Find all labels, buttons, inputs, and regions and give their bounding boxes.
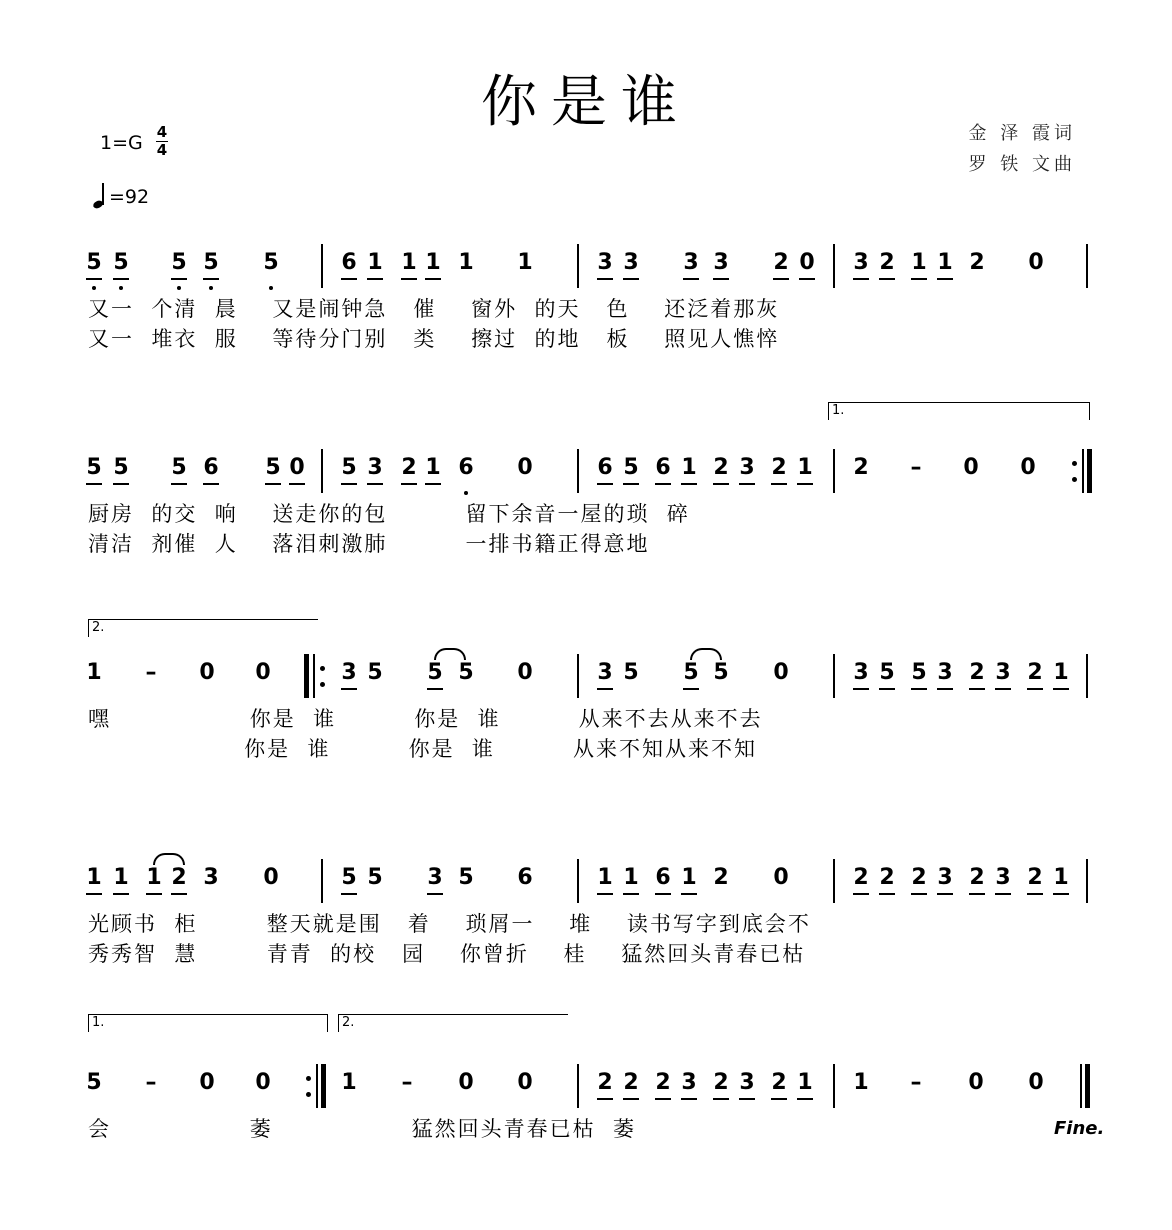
note: 0 (263, 865, 279, 890)
note: 3 (364, 455, 386, 481)
score-line-2 (0, 455, 1172, 615)
note: 1 (422, 250, 444, 276)
note: 1 (422, 455, 444, 481)
barline (321, 859, 323, 903)
note: 0 (199, 1070, 215, 1095)
note: 0 (458, 1070, 474, 1095)
lyrics-verse-2: 又一 堆衣 服 等待分门别 类 擦过 的地 板 照见人憔悴 (88, 327, 780, 351)
note: 5 (262, 455, 284, 481)
note: 0 (796, 250, 818, 276)
note: 1 (458, 250, 474, 275)
composer: 罗 铁 文曲 (968, 154, 1076, 175)
volta-label: 1. (832, 403, 845, 418)
barline (833, 654, 835, 698)
note: 2 (168, 865, 190, 891)
note: 3 (850, 660, 872, 686)
note: 1 (908, 250, 930, 276)
note: 5 (908, 660, 930, 686)
note: 1 (398, 250, 420, 276)
note: 2 (1024, 865, 1046, 891)
barline (1086, 859, 1088, 903)
note: 3 (594, 250, 616, 276)
volta-2-bracket (88, 619, 318, 637)
note: 5 (260, 250, 282, 276)
barline (321, 449, 323, 493)
note: 5 (458, 660, 474, 685)
quarter-note-icon (93, 180, 107, 208)
note: – (145, 660, 157, 685)
note: 3 (736, 1070, 758, 1096)
note: 2 (710, 455, 732, 481)
fine-marking: Fine. (1054, 1118, 1105, 1139)
lyrics-verse-2: 你是 谁 你是 谁 从来不知从来不知 (88, 737, 758, 761)
volta-1-bracket (828, 402, 1090, 420)
barline (833, 859, 835, 903)
note: 0 (963, 455, 979, 480)
note: 2 (652, 1070, 674, 1096)
note: 1 (678, 455, 700, 481)
barline (833, 244, 835, 288)
note: 5 (876, 660, 898, 686)
note: 5 (367, 660, 383, 685)
note: 5 (680, 660, 702, 686)
note: 0 (255, 1070, 271, 1095)
note: 6 (594, 455, 616, 481)
volta-label: 2. (342, 1015, 355, 1030)
time-signature-top: 4 (156, 123, 168, 141)
volta-2-bracket (338, 1014, 568, 1032)
repeat-end-barline (306, 1064, 330, 1108)
note: 3 (850, 250, 872, 276)
note: 0 (255, 660, 271, 685)
note: 2 (770, 250, 792, 276)
note: 1 (678, 865, 700, 891)
tempo-marking (93, 180, 149, 208)
note: 5 (200, 250, 222, 276)
note: 5 (458, 865, 474, 890)
note: 2 (398, 455, 420, 481)
note: 3 (338, 660, 360, 686)
note: 0 (517, 660, 533, 685)
note: 0 (199, 660, 215, 685)
repeat-start-barline (304, 654, 328, 698)
lyrics-verse-1: 光顾书 柜 整天就是围 着 琐屑一 堆 读书写字到底会不 (88, 912, 811, 936)
lyrics-verse-1: 会 萎 猛然回头青春已枯 萎 (88, 1117, 636, 1141)
lyrics-verse-1: 嘿 你是 谁 你是 谁 从来不去从来不去 (88, 707, 763, 731)
barline (1086, 654, 1088, 698)
note: 2 (713, 865, 729, 890)
note: 3 (934, 865, 956, 891)
note: 2 (850, 865, 872, 891)
note: – (910, 1070, 922, 1095)
note: 5 (424, 660, 446, 686)
note: 3 (594, 660, 616, 686)
note: 2 (710, 1070, 732, 1096)
lyricist: 金 泽 霞词 (968, 123, 1076, 144)
credits (969, 118, 1076, 180)
note: 5 (338, 865, 360, 891)
score-line-3 (0, 660, 1172, 820)
note: 0 (517, 1070, 533, 1095)
note: 1 (794, 1070, 816, 1096)
note: 5 (110, 250, 132, 276)
note: 5 (110, 455, 132, 481)
lyrics-verse-2: 秀秀智 慧 青青 的校 园 你曾折 桂 猛然回头青春已枯 (88, 942, 806, 966)
note: 3 (736, 455, 758, 481)
tie (690, 648, 722, 660)
barline (833, 1064, 835, 1108)
note: 2 (853, 455, 869, 480)
volta-label: 2. (92, 620, 105, 635)
tie (434, 648, 466, 660)
note: 6 (338, 250, 360, 276)
note: 0 (1028, 250, 1044, 275)
score-line-5 (0, 1070, 1172, 1230)
note: 5 (338, 455, 360, 481)
note: 3 (934, 660, 956, 686)
note: 6 (200, 455, 222, 481)
note: 1 (853, 1070, 869, 1095)
note: 5 (168, 250, 190, 276)
note: 3 (710, 250, 732, 276)
note: 0 (1020, 455, 1036, 480)
note: 0 (1028, 1070, 1044, 1095)
key-signature: 1=G (100, 132, 143, 154)
barline (577, 244, 579, 288)
note: 1 (934, 250, 956, 276)
barline (577, 859, 579, 903)
note: 2 (966, 865, 988, 891)
note: 0 (968, 1070, 984, 1095)
barline (577, 1064, 579, 1108)
volta-1-bracket (88, 1014, 328, 1032)
note: 2 (594, 1070, 616, 1096)
note: 5 (623, 660, 639, 685)
note: 3 (620, 250, 642, 276)
score-line-4 (0, 865, 1172, 1025)
barline (577, 654, 579, 698)
note: 3 (203, 865, 219, 890)
tempo-value: =92 (109, 186, 150, 208)
barline (577, 449, 579, 493)
note: 1 (794, 455, 816, 481)
note: 1 (594, 865, 616, 891)
note: 5 (83, 455, 105, 481)
note: – (401, 1070, 413, 1095)
note: 2 (908, 865, 930, 891)
note: 5 (86, 1070, 102, 1095)
song-title: 你是谁 (481, 70, 691, 135)
note: 1 (620, 865, 642, 891)
note: 6 (517, 865, 533, 890)
lyrics-verse-1: 又一 个清 晨 又是闹钟急 催 窗外 的天 色 还泛着那灰 (88, 297, 780, 321)
note: 1 (86, 660, 102, 685)
note: 6 (652, 455, 674, 481)
note: 3 (678, 1070, 700, 1096)
note: 1 (364, 250, 386, 276)
note: 2 (620, 1070, 642, 1096)
note: 1 (110, 865, 132, 891)
time-signature (155, 124, 169, 159)
note: 0 (773, 865, 789, 890)
time-signature-bottom: 4 (156, 141, 168, 159)
note: – (145, 1070, 157, 1095)
note: 1 (341, 1070, 357, 1095)
barline (1086, 244, 1088, 288)
score-line-1 (0, 250, 1172, 410)
note: 0 (773, 660, 789, 685)
final-barline (1080, 1064, 1090, 1108)
note: 5 (620, 455, 642, 481)
note: 3 (680, 250, 702, 276)
note: 2 (876, 865, 898, 891)
note: 2 (1024, 660, 1046, 686)
note: 2 (876, 250, 898, 276)
note: 5 (168, 455, 190, 481)
repeat-end-barline (1072, 449, 1096, 493)
tie (153, 853, 185, 865)
note: 3 (424, 865, 446, 891)
note: 2 (768, 1070, 790, 1096)
note: 6 (652, 865, 674, 891)
note: 2 (969, 250, 985, 275)
note: – (910, 455, 922, 480)
note: 1 (517, 250, 533, 275)
note: 3 (992, 660, 1014, 686)
note: 5 (83, 250, 105, 276)
lyrics-verse-1: 厨房 的交 响 送走你的包 留下余音一屋的琐 碎 (88, 502, 690, 526)
note: 5 (713, 660, 729, 685)
note: 6 (455, 455, 477, 481)
note: 1 (1050, 865, 1072, 891)
note: 1 (1050, 660, 1072, 686)
note: 1 (143, 865, 165, 891)
note: 5 (367, 865, 383, 890)
barline (833, 449, 835, 493)
note: 0 (286, 455, 308, 481)
volta-label: 1. (92, 1015, 105, 1030)
note: 3 (992, 865, 1014, 891)
note: 0 (517, 455, 533, 480)
note: 1 (83, 865, 105, 891)
note: 2 (768, 455, 790, 481)
lyrics-verse-2: 清洁 剂催 人 落泪刺激肺 一排书籍正得意地 (88, 532, 650, 556)
note: 2 (966, 660, 988, 686)
barline (321, 244, 323, 288)
